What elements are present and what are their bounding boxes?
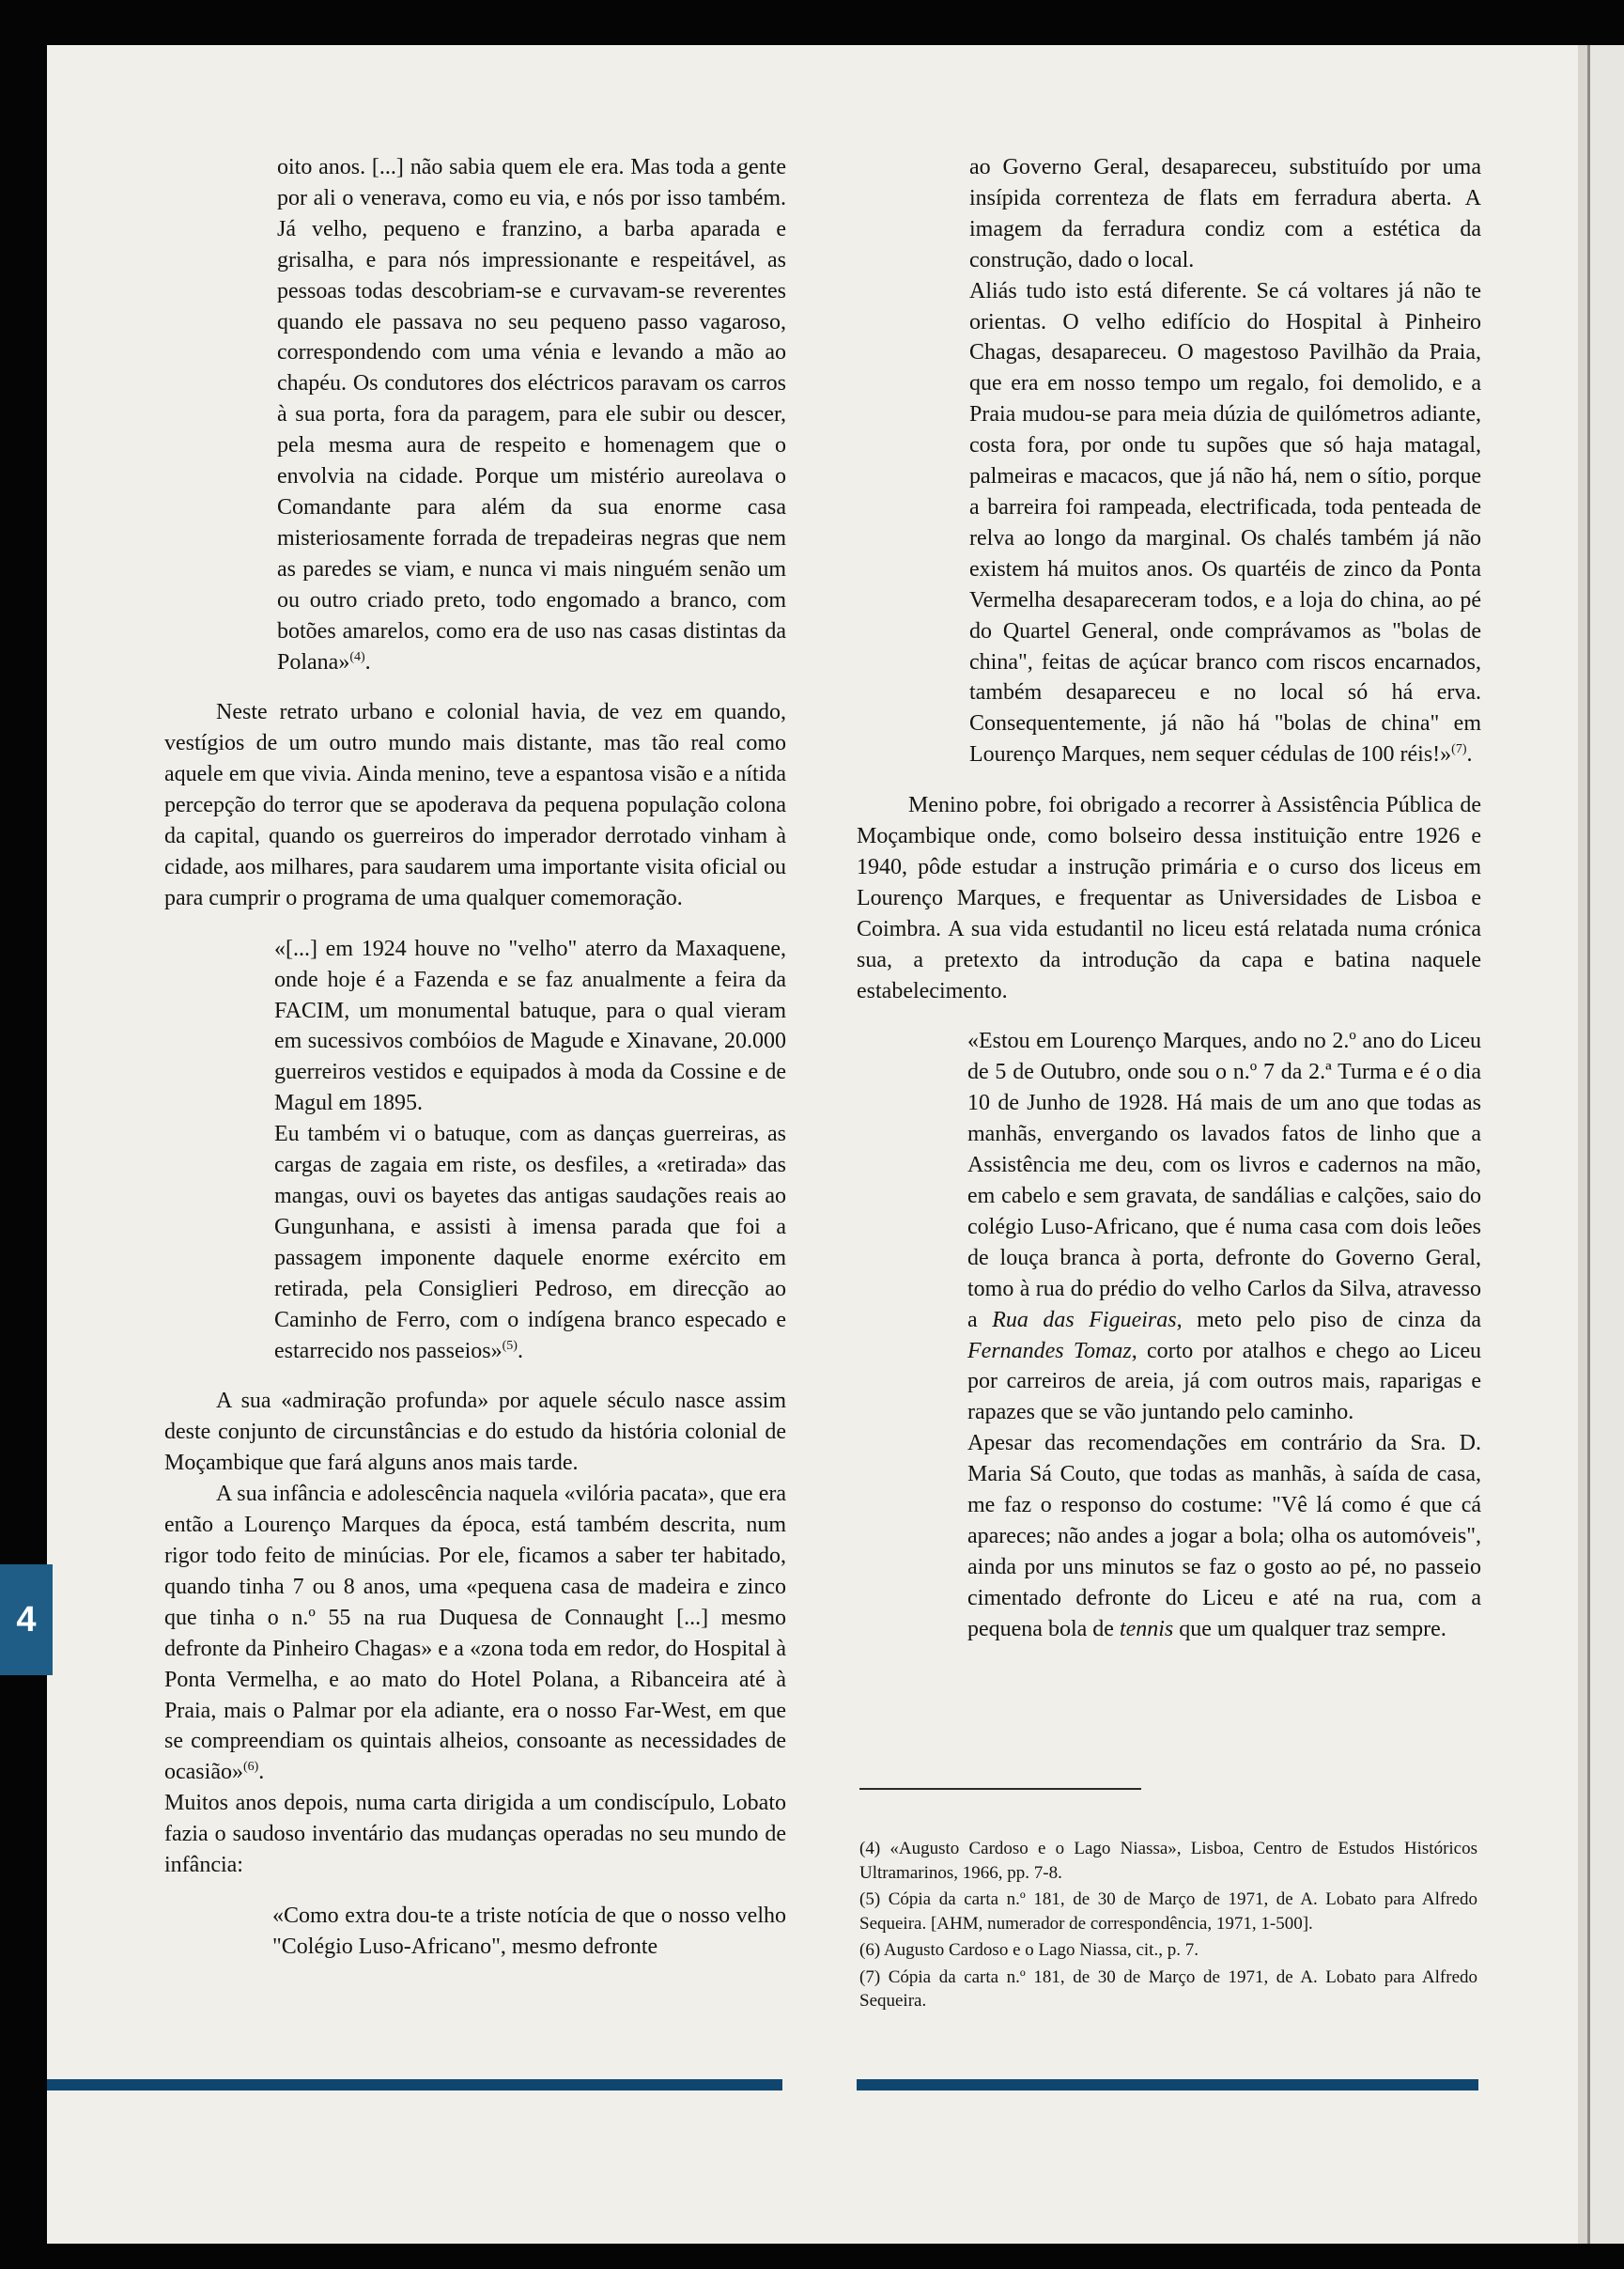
bottom-rule-left bbox=[47, 2079, 782, 2090]
paragraph-4: Menino pobre, foi obrigado a recorrer à Assistência Pública de Moçambique onde, como bolseiro dessa instituição entre 1926 e 1940, pôde estudar a instrução primária e o curso dos liceus em Lourenço Marques, e frequentar as Universidades de Lisboa e Coimbra. A sua vida estudantil no liceu está relatada numa crónica sua, a pretexto da introdução da capa e batina naquele estabelecimento. bbox=[857, 793, 1481, 1003]
paragraph-3: A sua infância e adolescência naquela «vilória pacata», que era então a Lourenço Marques da época, está também descrita, num rigor todo feito de minúcias. Por ele, ficamos a saber ter habitado, quando tinha 7 ou 8 anos, uma «pequena casa de madeira e zinco que tinha o n.º 55 na rua Duquesa de Connaught [...] mesmo defronte da Pinheiro Chagas» e a «zona toda em redor, do Hospital à Ponta Vermelha, e ao mato do Hotel Polana, a Ribanceira até à Praia, mais o Palmar por ela adiante, era o nosso Far-West, em que se compreendiam os quintais alheios, consoante as necessidades de ocasião» bbox=[164, 1482, 786, 1785]
quote-1 bbox=[277, 152, 786, 677]
paragraph-3-end: . bbox=[258, 1760, 265, 1785]
left-column bbox=[164, 152, 786, 1963]
quote-4-italic-street-2: Fernandes Tomaz bbox=[967, 1338, 1132, 1363]
quote-4-part-b1: Apesar das recomendações em contrário da Sra. D. Maria Sá Couto, que todas as manhãs, à saída de casa, me faz o responso do costume: "Vê lá como é que cá apareces; não andes a jogar a bola; olha os automóveis", ainda por uns minutos se faz o gosto ao pé, no passeio cimentado defronte do Liceu e até na rua, com a pequena bola de bbox=[967, 1431, 1481, 1641]
bottom-rule-right bbox=[857, 2079, 1478, 2090]
paragraph-1: Neste retrato urbano e colonial havia, de vez em quando, vestígios de um outro mundo mais distante, mas tão real como aquele em que vivia. Ainda menino, teve a espantosa visão e a nítida percepção do terror que se apoderava da pequena população colona da capital, quando os guerreiros do imperador derrotado vinham à cidade, aos milhares, para saudarem uma importante visita oficial ou para cumprir o programa de uma qualquer comemoração. bbox=[164, 700, 786, 910]
quote-4-part-b2: que um qualquer traz sempre. bbox=[1173, 1616, 1446, 1641]
quote-4-italic-street: Rua das Figueiras bbox=[992, 1307, 1177, 1332]
quote-4-italic-tennis: tennis bbox=[1119, 1616, 1174, 1641]
footnote-ref-5: (5) bbox=[502, 1338, 518, 1353]
footnotes bbox=[859, 1837, 1477, 2016]
quote-2-part-1: «[...] em 1924 houve no "velho" aterro da Maxaquene, onde hoje é a Fazenda e se faz anualmente a feira da FACIM, um monumental batuque, para o qual vieram em sucessivos combóios de Magude e Xinavane, 20.000 guerreiros vestidos e equipados à moda da Cossine e de Magul em 1895. bbox=[274, 936, 786, 1116]
paragraph-3b: Muitos anos depois, numa carta dirigida a um condiscípulo, Lobato fazia o saudoso inventário das mudanças operadas no seu mundo de infância: bbox=[164, 1791, 786, 1878]
footnote-separator bbox=[859, 1788, 1141, 1790]
paragraph-2: A sua «admiração profunda» por aquele século nasce assim deste conjunto de circunstâncias e do estudo da história colonial de Moçambique que fará alguns anos mais tarde. bbox=[164, 1389, 786, 1476]
quote-3-continued bbox=[969, 152, 1481, 770]
right-column bbox=[857, 152, 1481, 1645]
footnote-7: (7) Cópia da carta n.º 181, de 30 de Março de 1971, de A. Lobato para Alfredo Sequeira. bbox=[859, 1966, 1477, 2011]
quote-2-end: . bbox=[517, 1338, 523, 1363]
quote-2-part-2: Eu também vi o batuque, com as danças guerreiras, as cargas de zagaia em riste, os desfiles, a «retirada» das mangas, ouvi os bayetes das antigas saudações reais ao Gungunhana, e assisti à imensa parada que foi a passagem imponente daquele enorme exército em retirada, pela Consiglieri Pedroso, em direcção ao Caminho de Ferro, com o indígena branco especado e estarrecido nos passeios» bbox=[274, 1122, 786, 1363]
footnote-ref-4: (4) bbox=[349, 649, 365, 664]
quote-4 bbox=[967, 1026, 1481, 1644]
quote-3-part-a: ao Governo Geral, desapareceu, substituído por uma insípida correnteza de flats em ferradura aberta. A imagem da ferradura condiz com a estética da construção, dado o local. bbox=[969, 155, 1481, 272]
quote-2 bbox=[274, 934, 786, 1367]
next-page-edge bbox=[1587, 45, 1624, 2244]
footnote-5: (5) Cópia da carta n.º 181, de 30 de Março de 1971, de A. Lobato para Alfredo Sequeira. [AHM, numerador de correspondência, 1971, 1-500]. bbox=[859, 1889, 1477, 1934]
footnote-4: (4) «Augusto Cardoso e o Lago Niassa», Lisboa, Centro de Estudos Históricos Ultramarinos, 1966, pp. 7-8. bbox=[859, 1839, 1477, 1883]
quote-4-part-a3: , corto por atalhos e chego ao Liceu por carreiros de areia, já com outros mais, raparigas e rapazes que se vão juntando pelo caminho. bbox=[967, 1338, 1481, 1425]
quote-3-part-b: Aliás tudo isto está diferente. Se cá voltares já não te orientas. O velho edifício do Hospital à Pinheiro Chagas, desapareceu. O magestoso Pavilhão da Praia, que era em nosso tempo um regalo, foi demolido, e a Praia mudou-se para meia dúzia de quilómetros adiante, costa fora, por onde tu supões que só haja matagal, palmeiras e macacos, que já não há, nem o sítio, porque a barreira foi rampeada, electrificada, toda penteada de relva ao longo da marginal. Os chalés também já não existem há muitos anos. Os quartéis de zinco da Ponta Vermelha desapareceram todos, e a loja do china, ao pé do Quartel General, onde comprávamos as "bolas de china", feitas de açúcar branco com riscos encarnados, também desapareceu e no local só há erva. Consequentemente, já não há "bolas de china" em Lourenço Marques, nem sequer cédulas de 100 réis!» bbox=[969, 278, 1481, 768]
quote-3-end: . bbox=[1466, 742, 1473, 768]
quote-3-start bbox=[272, 1901, 786, 1963]
quote-1-end: . bbox=[364, 649, 371, 675]
quote-4-part-a1: «Estou em Lourenço Marques, ando no 2.º ano do Liceu de 5 de Outubro, onde sou o n.º 7 da 2.ª Turma e é o dia 10 de Junho de 1928. Há mais de um ano que todas as manhãs, envergando os lavados fatos de linho que a Assistência me deu, com os livros e cadernos na mão, em cabelo e sem gravata, de sandálias e calções, saio do colégio Luso-Africano, que é numa casa com dois leões de louça branca à porta, defronte do Governo Geral, tomo à rua do prédio do velho Carlos da Silva, atravesso a bbox=[967, 1029, 1481, 1332]
quote-1-text: oito anos. [...] não sabia quem ele era. Mas toda a gente por ali o venerava, como eu via, e nós por isso também. Já velho, pequeno e franzino, a barba aparada e grisalha, e para nós impressionante e respeitável, as pessoas todas descobriam-se e curvavam-se reverentes quando ele passava no seu pequeno passo vagaroso, correspondendo com uma vénia e levando a mão ao chapéu. Os condutores dos eléctricos paravam os carros à sua porta, fora da paragem, para ele subir ou descer, pela mesma aura de respeito e homenagem que o envolvia na cidade. Porque um mistério aureolava o Comandante para além da sua enorme casa misteriosamente forrada de trepadeiras negras que nem as paredes se viam, e nunca vi mais ninguém senão um ou outro criado preto, todo engomado a branco, com botões amarelos, como era de uso nas casas distintas da Polana» bbox=[277, 155, 786, 675]
quote-4-part-a2: , meto pelo piso de cinza da bbox=[1176, 1307, 1482, 1332]
page-number-badge: 4 bbox=[0, 1564, 53, 1675]
footnote-6: (6) Augusto Cardoso e o Lago Niassa, cit., p. 7. bbox=[859, 1940, 1199, 1960]
quote-3-text: «Como extra dou-te a triste notícia de que o nosso velho "Colégio Luso-Africano", mesmo defronte bbox=[272, 1903, 786, 1959]
footnote-ref-7: (7) bbox=[1451, 742, 1467, 757]
footnote-ref-6: (6) bbox=[242, 1760, 259, 1775]
